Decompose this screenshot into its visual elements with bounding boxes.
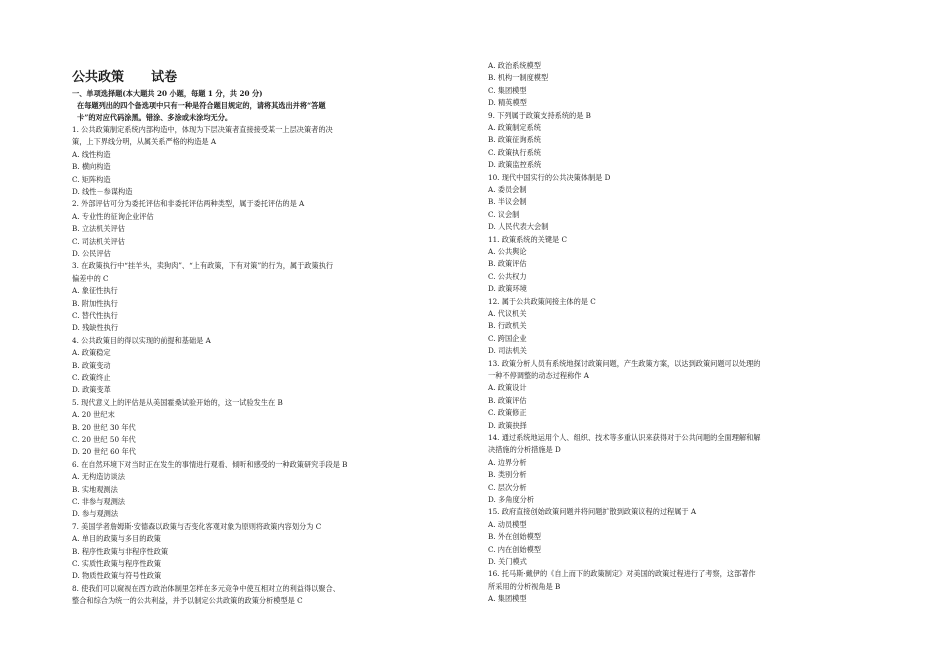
question-line: 9. 下列属于政策支持系统的是 B [488, 110, 591, 120]
question-line: D. 政策环境 [488, 284, 527, 294]
question-line: A. 专业性的征询企业评估 [72, 211, 154, 221]
question-line: 4. 公共政策目的得以实现的前提和基础是 A [72, 335, 211, 345]
question-line: C. 政策修正 [488, 408, 527, 418]
question-line: D. 20 世纪 60 年代 [72, 447, 136, 457]
question-line: 16. 托马斯·戴伊的《自上而下的政策制定》对美国的政策过程进行了考察，这部著作 [488, 569, 756, 579]
question-line: B. 政策变动 [72, 360, 111, 370]
question-line: C. 非参与观测法 [72, 497, 125, 506]
question-line: A. 政策稳定 [72, 348, 111, 358]
question-line: C. 司法机关评估 [72, 236, 125, 246]
question-line: A. 公共舆论 [488, 247, 527, 256]
question-line: 14. 通过系统地运用个人、组织、技术等多重认识来获得对于公共问题的全面理解和解 [488, 433, 761, 442]
question-line: A. 边界分析 [488, 457, 527, 467]
question-line: B. 外在创始模型 [488, 532, 541, 542]
question-line: D. 多角度分析 [488, 495, 535, 504]
question-line: A. 动员模型 [488, 519, 527, 529]
instructions [72, 88, 402, 124]
exam-title: 公共政策 试卷 [72, 70, 178, 85]
question-line: 15. 政府直接创始政策问题并将问题扩散到政策议程的过程属于 A [488, 507, 697, 517]
question-line: B. 机构一制度模型 [488, 73, 549, 83]
question-line: C. 内在创始模型 [488, 544, 541, 554]
question-line: 5. 现代意义上的评估是从美国霍桑试验开始的，这一试验发生在 B [72, 397, 283, 407]
question-line: D. 关门模式 [488, 557, 527, 566]
question-line: D. 残缺性执行 [72, 323, 119, 333]
question-line: 2. 外部评估可分为委托评估和非委托评估两种类型，属于委托评估的是 A [72, 199, 305, 209]
question-line: A. 20 世纪末 [72, 410, 115, 420]
question-line: A. 线性构造 [72, 149, 111, 159]
question-line: A. 政治系统模型 [488, 61, 541, 70]
question-line: 偏差中的 C [72, 273, 109, 283]
question-line: 策，上下界线分明，从属关系严格的构造是 A [72, 137, 217, 147]
question-line: B. 政策征询系统 [488, 135, 541, 145]
question-line: A. 单目的政策与多目的政策 [72, 534, 161, 544]
question-line: A. 象征性执行 [72, 286, 118, 296]
question-line: A. 政策制定系统 [488, 123, 541, 132]
instruction-line: 卡”的对应代码涂黑。错涂、多涂或未涂均无分。 [72, 113, 233, 122]
question-line: C. 矩阵构造 [72, 174, 111, 184]
instruction-line: 在每题列出的四个备选项中只有一种是符合题目规定的，请将其选出并将“答题 [72, 101, 326, 110]
question-line: D. 司法机关 [488, 346, 527, 356]
question-line: B. 实地观测法 [72, 484, 118, 494]
question-line: D. 政策抉择 [488, 420, 527, 430]
question-line: 10. 现代中国实行的公共决策体制是 D [488, 172, 611, 182]
question-line: 6. 在自然环境下对当时正在发生的事情进行观看、倾听和感受的一种政策研究手段是 B [72, 459, 348, 469]
question-line: B. 立法机关评估 [72, 224, 125, 234]
question-line: C. 集团模型 [488, 85, 527, 95]
question-line: B. 横向构造 [72, 162, 111, 172]
question-line: C. 政策终止 [72, 373, 111, 382]
question-line: 决措施的分析措施是 D [488, 445, 561, 455]
question-line: B. 行政机关 [488, 321, 527, 331]
question-line: D. 政策监控系统 [488, 160, 542, 170]
question-line: B. 类别分析 [488, 470, 527, 480]
question-line: B. 附加性执行 [72, 298, 118, 308]
question-line: D. 人民代表大会制 [488, 222, 549, 232]
question-line: B. 政策评估 [488, 259, 527, 269]
question-line: A. 代议机关 [488, 309, 527, 318]
question-line: C. 20 世纪 50 年代 [72, 435, 136, 444]
question-line: 整合和综合为统一的公共利益，并予以制定公共政策的政策分析模型是 C [72, 596, 303, 606]
question-line: D. 线性－参谋构造 [72, 187, 133, 196]
question-line: C. 实质性政策与程序性政策 [72, 559, 161, 568]
question-line: C. 议会制 [488, 209, 520, 219]
question-line: A. 无构造访谈法 [72, 472, 125, 482]
question-line: D. 政策变革 [72, 385, 111, 395]
question-line: C. 跨国企业 [488, 333, 527, 343]
question-line: 7. 美国学者詹姆斯·安德森以政策与否变化客观对象为原则将政策内容划分为 C [72, 521, 322, 531]
question-line: A. 政策设计 [488, 383, 527, 393]
question-line: C. 公共权力 [488, 271, 527, 281]
question-line: C. 政策执行系统 [488, 147, 541, 157]
question-line: 所采用的分析视角是 B [488, 581, 561, 591]
question-line: 11. 政策系统的关键是 C [488, 234, 568, 244]
question-line: C. 替代性执行 [72, 311, 118, 320]
question-line: 3. 在政策执行中“挂羊头，卖狗肉”、“上有政策，下有对策”的行为，属于政策执行 [72, 261, 334, 271]
question-line: 8. 使我们可以窥视在西方政治体制里怎样在多元竞争中使互相对立的利益得以聚合、 [72, 583, 340, 593]
question-line: 一种不停调整的动态过程称作 A [488, 371, 589, 380]
question-line: 12. 属于公共政策间接主体的是 C [488, 296, 596, 306]
question-line: B. 20 世纪 30 年代 [72, 422, 136, 432]
question-line: D. 物质性政策与符号性政策 [72, 571, 162, 581]
question-line: A. 集团模型 [488, 594, 527, 604]
question-line: 13. 政策分析人员有系统地探讨政策问题，产生政策方案，以达到政策问题可以处理的 [488, 358, 761, 368]
question-line: A. 委员会制 [488, 185, 527, 194]
question-line: B. 程序性政策与非程序性政策 [72, 546, 169, 556]
question-line: D. 公民评估 [72, 249, 111, 258]
question-line: C. 层次分析 [488, 482, 527, 492]
question-line: D. 参与观测法 [72, 509, 119, 519]
question-line: D. 精英模型 [488, 98, 527, 108]
question-line: B. 半议会制 [488, 197, 527, 207]
instruction-line: 一、单项选择题(本大题共 20 小题，每题 1 分，共 20 分) [72, 89, 263, 98]
question-line: 1. 公共政策制定系统内部构造中，体现为下层决策者直接接受某一上层决策者的决 [72, 125, 333, 134]
question-line: B. 政策评估 [488, 395, 527, 405]
